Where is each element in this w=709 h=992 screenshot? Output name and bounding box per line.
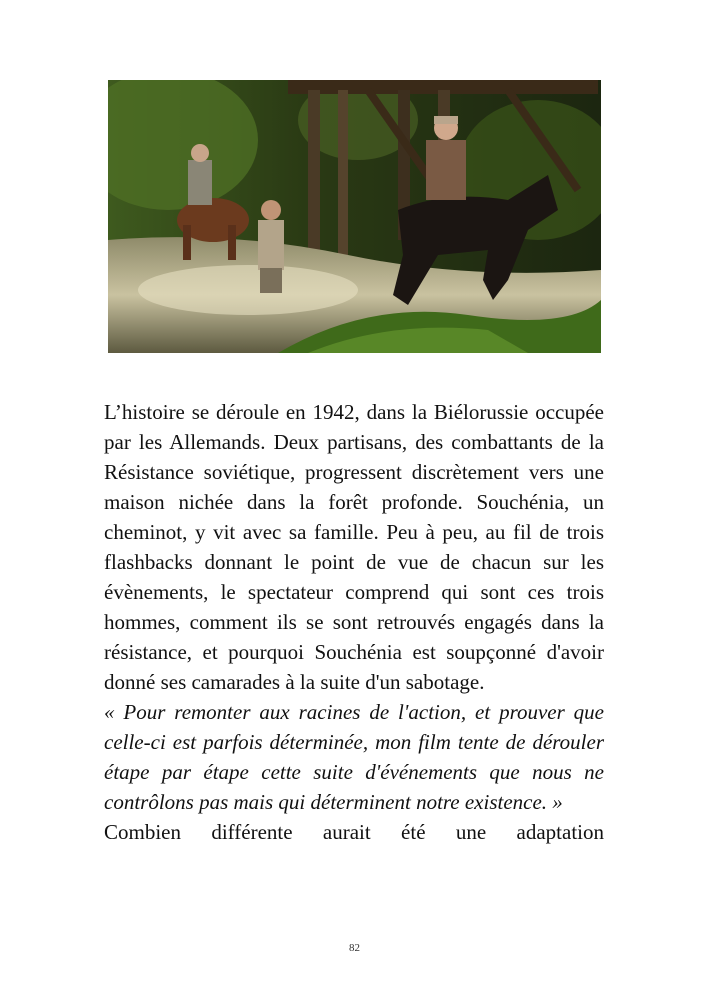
continuation-line: Combien différente aurait été une adaptation <box>104 820 604 844</box>
paragraph: L’histoire se déroule en 1942, dans la Biélorussie occupée par les Allemands. Deux partisans, des combattants de la Résistance soviétique, progressent discrètement vers une maison nichée dans la forêt profonde. Souchénia, un cheminot, y vit avec sa famille. Peu à peu, au fil de trois flashbacks donnant le point de vue de chacun sur les évènements, le spectateur comprend qui sont ces trois hommes, comment ils se sont retrouvés engagés dans la résistance, et pourquoi Souchénia est soupçonné d'avoir donné ses camarades à la suite d'un sabotage. <box>104 400 604 694</box>
film-still-photo <box>108 80 601 353</box>
page-number: 82 <box>349 942 360 954</box>
quote-paragraph: « Pour remonter aux racines de l'action, et prouver que celle-ci est parfois déterminée, mon film tente de dérouler étape par étape cette suite d'événements que nous ne contrôlons pas mais qui déterminent notre existence. » <box>104 700 604 814</box>
film-still-icon <box>108 80 601 353</box>
body-text <box>104 397 604 847</box>
